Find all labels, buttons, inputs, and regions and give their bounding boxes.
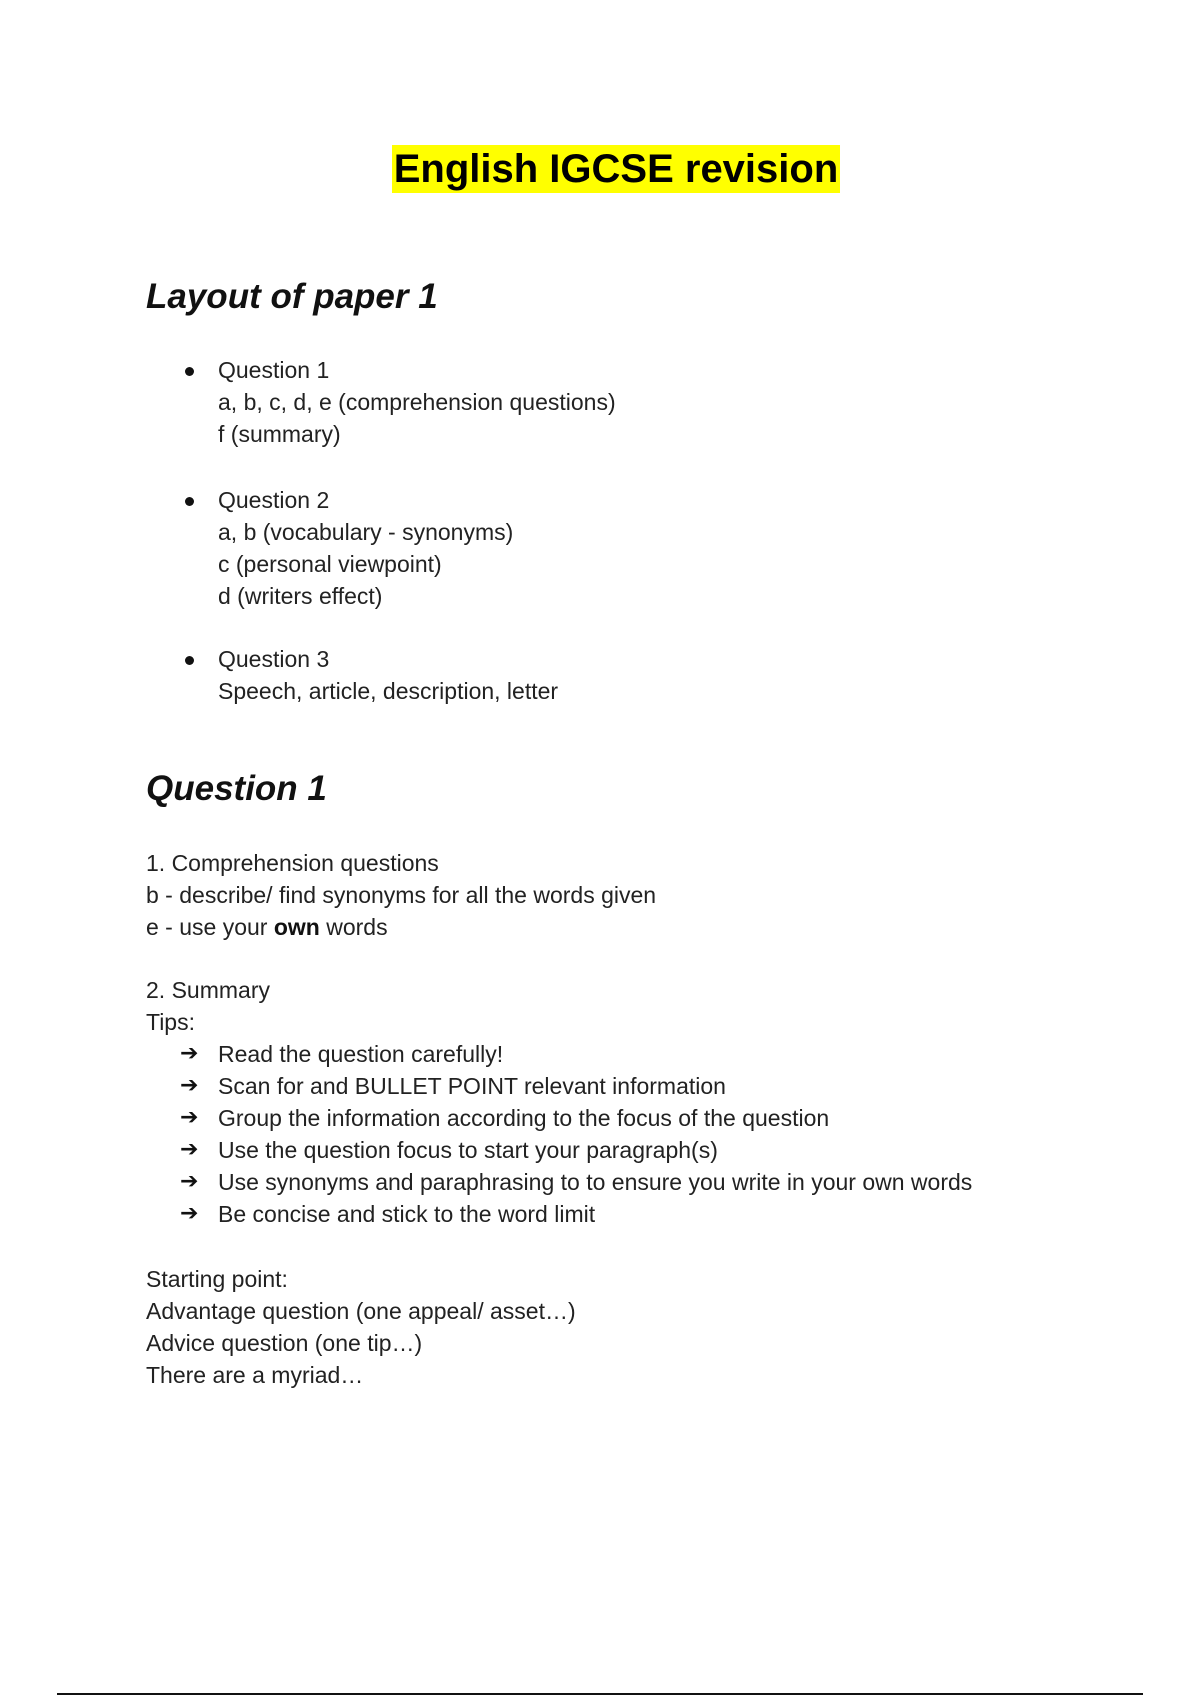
title-container <box>0 145 1200 193</box>
page-title: English IGCSE revision <box>393 147 839 191</box>
layout-question-line: d (writers effect) <box>218 583 383 609</box>
layout-question-2 <box>146 484 513 612</box>
layout-question-line: a, b (vocabulary - synonyms) <box>218 519 514 545</box>
arrow-right-icon: ➔ <box>180 1137 199 1162</box>
page-bottom-rule <box>57 1693 1143 1695</box>
layout-question-3 <box>146 643 558 707</box>
layout-question-label: Question 1 <box>218 357 330 383</box>
tip-item <box>146 1038 972 1070</box>
tip-text: Be concise and stick to the word limit <box>218 1201 596 1227</box>
question1-heading: Question 1 <box>146 769 327 808</box>
comprehension-line-b: b - describe/ find synonyms for all the words given <box>146 882 657 908</box>
line-e-bold: own <box>273 914 320 940</box>
arrow-right-icon: ➔ <box>180 1105 199 1130</box>
line-e-prefix: e - use your <box>146 914 274 940</box>
tip-text: Read the question carefully! <box>218 1041 504 1067</box>
tip-item <box>146 1166 972 1198</box>
layout-heading: Layout of paper 1 <box>146 277 438 316</box>
layout-question-line: f (summary) <box>218 421 341 447</box>
tips-label: Tips: <box>146 1009 195 1035</box>
tip-text: Group the information according to the focus of the question <box>218 1105 830 1131</box>
tip-text: Scan for and BULLET POINT relevant information <box>218 1073 726 1099</box>
tip-item <box>146 1198 972 1230</box>
layout-question-line: c (personal viewpoint) <box>218 551 442 577</box>
tips-list <box>146 1038 972 1230</box>
arrow-right-icon: ➔ <box>180 1073 199 1098</box>
tip-item <box>146 1070 972 1102</box>
tip-item <box>146 1102 972 1134</box>
tip-text: Use synonyms and paraphrasing to to ensure you write in your own words <box>218 1169 973 1195</box>
bullet-icon <box>185 367 194 376</box>
tip-item <box>146 1134 972 1166</box>
arrow-right-icon: ➔ <box>180 1041 199 1066</box>
layout-question-1 <box>146 354 616 450</box>
summary-block <box>146 974 972 1230</box>
bullet-icon <box>185 497 194 506</box>
tip-text: Use the question focus to start your paragraph(s) <box>218 1137 718 1163</box>
bullet-icon <box>185 656 194 665</box>
arrow-right-icon: ➔ <box>180 1169 199 1194</box>
starting-point-line: There are a myriad… <box>146 1362 364 1388</box>
starting-point-block <box>146 1263 576 1391</box>
summary-title: 2. Summary <box>146 977 270 1003</box>
comprehension-title: 1. Comprehension questions <box>146 850 439 876</box>
layout-question-line: a, b, c, d, e (comprehension questions) <box>218 389 616 415</box>
layout-question-label: Question 2 <box>218 487 330 513</box>
layout-question-line: Speech, article, description, letter <box>218 678 559 704</box>
comprehension-line-e <box>146 911 656 943</box>
layout-question-label: Question 3 <box>218 646 330 672</box>
line-e-suffix: words <box>319 914 388 940</box>
starting-point-line: Advice question (one tip…) <box>146 1330 423 1356</box>
comprehension-block <box>146 847 656 943</box>
arrow-right-icon: ➔ <box>180 1201 199 1226</box>
starting-point-line: Advantage question (one appeal/ asset…) <box>146 1298 576 1324</box>
starting-point-label: Starting point: <box>146 1266 288 1292</box>
